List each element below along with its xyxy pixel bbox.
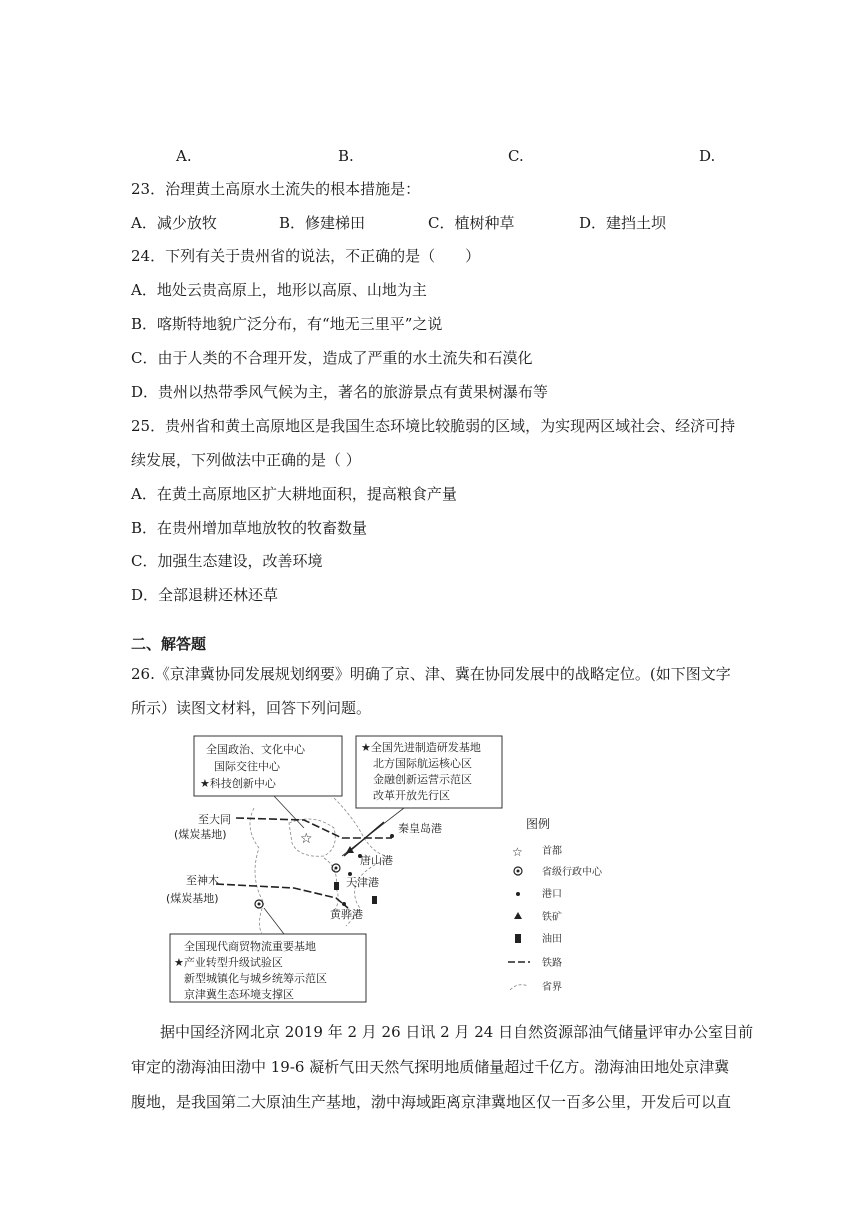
q26-line2: 所示）读图文材料，回答下列问题。 bbox=[131, 699, 372, 717]
legend-label-railway: 铁路 bbox=[542, 958, 562, 969]
tianjin-box-line4: 改革开放先行区 bbox=[373, 789, 450, 802]
hebei-leader-line bbox=[264, 908, 284, 934]
q26-line1: 26.《京津冀协同发展规划纲要》明确了京、津、冀在协同发展中的战略定位。(如下图文字 bbox=[131, 665, 731, 683]
railway-shenmu bbox=[216, 884, 348, 908]
legend-province-center-dot bbox=[517, 870, 520, 873]
tianjin-box-line2: 北方国际航运核心区 bbox=[373, 757, 472, 770]
legend-label-iron-mine: 铁矿 bbox=[542, 912, 562, 923]
q26-paragraph-line2: 审定的渤海油田渤中 19-6 凝析气田天然气探明地质储量超过千亿方。渤海油田地处京津冀 bbox=[131, 1058, 730, 1076]
province-border-north bbox=[250, 808, 264, 934]
q23-option-b: B．修建梯田 bbox=[279, 214, 366, 232]
shijiazhuang-center-dot bbox=[258, 903, 261, 906]
q26-paragraph-line1: 据中国经济网北京 2019 年 2 月 26 日讯 2 月 24 日自然资源部油气储量评审办公室目前 bbox=[160, 1023, 754, 1041]
legend-border-icon bbox=[510, 985, 528, 990]
q25-option-b: B．在贵州增加草地放牧的牧畜数量 bbox=[131, 519, 368, 537]
beijing-box-line3: ★科技创新中心 bbox=[200, 777, 276, 790]
q24-option-c: C．由于人类的不合理开发，造成了严重的水土流失和石漠化 bbox=[131, 349, 533, 367]
q23-stem: 23．治理黄土高原水土流失的根本措施是： bbox=[131, 180, 421, 198]
oilfield-icon-1 bbox=[334, 882, 339, 890]
q25-option-d: D．全部退耕还林还草 bbox=[131, 586, 279, 604]
tianjin-center-dot bbox=[335, 867, 338, 870]
q25-option-a: A．在黄土高原地区扩大耕地面积，提高粮食产量 bbox=[131, 485, 457, 503]
q23-option-d: D．建挡土坝 bbox=[579, 214, 667, 232]
label-qinhuangdao: 秦皇岛港 bbox=[398, 822, 442, 835]
legend-label-capital: 首都 bbox=[542, 846, 562, 857]
hebei-box-line3: 新型城镇化与城乡统筹示范区 bbox=[184, 972, 327, 985]
legend-star-icon: ☆ bbox=[512, 845, 523, 859]
beijing-box-line1: 全国政治、文化中心 bbox=[206, 743, 305, 756]
q22-option-d: D. bbox=[699, 147, 716, 165]
q23-option-a: A．减少放牧 bbox=[131, 214, 217, 232]
legend-label-province-center: 省级行政中心 bbox=[542, 867, 602, 878]
q24-stem: 24．下列有关于贵州省的说法，不正确的是（ ） bbox=[131, 247, 481, 265]
beijing-box-line2: 国际交往中心 bbox=[214, 760, 280, 773]
legend-iron-mine-icon bbox=[514, 912, 522, 919]
legend-oilfield-icon bbox=[515, 934, 521, 943]
tianjin-box-line3: 金融创新运营示范区 bbox=[373, 773, 472, 786]
jingjinji-map bbox=[164, 728, 632, 1006]
label-datong-sub: (煤炭基地) bbox=[174, 828, 227, 841]
label-tianjin: 天津港 bbox=[346, 876, 379, 889]
q22-option-b: B. bbox=[338, 147, 354, 165]
q26-paragraph-line3: 腹地，是我国第二大原油生产基地，渤中海域距离京津冀地区仅一百多公里，开发后可以直 bbox=[131, 1093, 732, 1111]
label-datong: 至大同 bbox=[198, 813, 231, 826]
label-tangshan: 唐山港 bbox=[360, 854, 393, 867]
label-shenmu: 至神木 bbox=[186, 874, 219, 887]
legend-label-oilfield: 油田 bbox=[542, 934, 562, 945]
q25-stem-line2: 续发展，下列做法中正确的是（ ） bbox=[131, 451, 361, 469]
label-shenmu-sub: (煤炭基地) bbox=[166, 892, 219, 905]
q22-option-a: A. bbox=[176, 147, 192, 165]
q22-option-c: C. bbox=[508, 147, 524, 165]
oilfield-icon-2 bbox=[372, 896, 377, 904]
q24-option-b: B．喀斯特地貌广泛分布，有“地无三里平”之说 bbox=[131, 315, 443, 333]
qinhuangdao-port-icon bbox=[390, 834, 394, 838]
hebei-box-line4: 京津冀生态环境支撑区 bbox=[184, 988, 294, 1001]
hebei-box-line1: 全国现代商贸物流重要基地 bbox=[184, 940, 316, 953]
legend-label-port: 港口 bbox=[542, 889, 562, 900]
legend-title: 图例 bbox=[526, 817, 551, 831]
q24-option-d: D．贵州以热带季风气候为主，著名的旅游景点有黄果树瀑布等 bbox=[131, 383, 549, 401]
q25-stem-line1: 25．贵州省和黄土高原地区是我国生态环境比较脆弱的区域，为实现两区域社会、经济可持 bbox=[131, 417, 736, 435]
label-huanghua: 黄骅港 bbox=[330, 908, 363, 921]
legend-label-border: 省界 bbox=[542, 982, 562, 993]
section-title: 二、解答题 bbox=[131, 635, 207, 653]
capital-star-icon: ☆ bbox=[300, 831, 313, 847]
q24-option-a: A．地处云贵高原上，地形以高原、山地为主 bbox=[131, 281, 427, 299]
tianjin-box-line1: ★全国先进制造研发基地 bbox=[361, 741, 481, 754]
hebei-box-line2: ★产业转型升级试验区 bbox=[174, 956, 283, 969]
q23-option-c: C．植树种草 bbox=[428, 214, 515, 232]
q25-option-c: C．加强生态建设，改善环境 bbox=[131, 552, 323, 570]
iron-mine-icon bbox=[346, 846, 354, 853]
legend-port-icon bbox=[516, 892, 520, 896]
huanghua-port-icon bbox=[342, 902, 346, 906]
